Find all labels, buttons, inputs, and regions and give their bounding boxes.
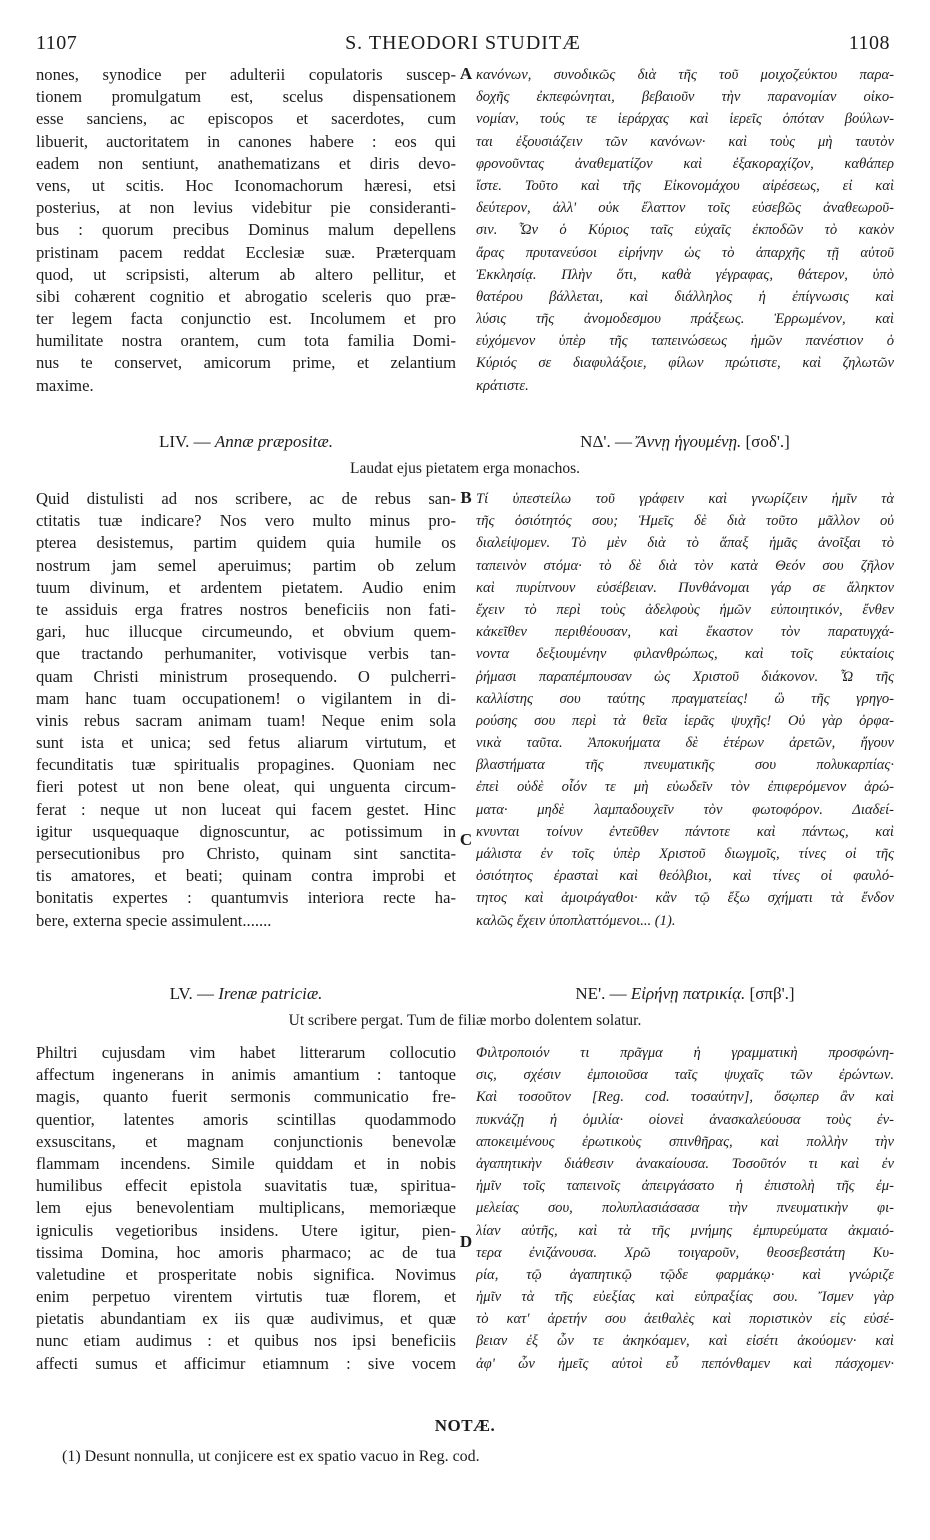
text-line: te assiduis erga fratres nostros beneficiis non fati- [36,599,456,619]
text-line: νικὰ ταῦτα. Ἀποκυήματα δὲ ἑτέρων ἀρετῶν, ἤγουν [476,735,894,752]
text-line: eadem non sentiunt, anathematizans et diris devo- [36,153,456,173]
text-line: Philtri cujusdam vim habet litterarum collocutio [36,1043,456,1062]
text-line: quod, ut scripsisti, alterum ab altero pellitur, et [36,264,456,284]
text-line: τερα ἐνιζάνουσα. Χρῶ τοιγαροῦν, θεοσεβεστάτη Κυ- [476,1244,894,1261]
text-line: νομίαν, τούς τε ἱεράρχας καὶ ἱερεῖς ὁπόταν βούλων- [476,111,894,128]
heading-number: ΝΔ'. [580,432,611,451]
text-line: que tractando perhumaniter, votivisque verbis tan- [36,644,456,664]
heading-addressee: Εἰρήνῃ πατρικίᾳ. [630,984,746,1003]
text-line: nus te conservet, amicorum prime, et zelantium [36,353,456,373]
text-line: mam hanc tuam occupationem! o vigilantem in di- [36,688,456,708]
letter-54-body [36,488,894,936]
margin-mark-c: C [459,830,473,849]
text-line: Ἐκκλησίᾳ. Πλὴν ὅτι, καθὰ γέγραφας, θάτερον, ὑπὸ [476,266,894,283]
text-line: ματα· μηδὲ λαμπαδουχεῖν τὸν φωτοφόρον. Διαδεί- [476,801,894,818]
text-line: bere, externa specie assimulent....... [36,910,272,930]
text-line: persecutionibus pro Christo, quinam sint sanctita- [36,844,456,863]
latin-column [36,488,456,932]
text-line: καὶ πυρίπνουν εὐσέβειαν. Πυνθάνομαι γάρ σε ἄληκτον [476,579,894,596]
text-line: ἐπεὶ οὐδὲ οἷόν τε μὴ εὐωδεῖν τὸν ἐπιφερόμενον ἀρώ- [476,779,894,796]
text-line: δοχῆς ἐκπεφώνηται, βεβαιοῦν τὴν παρανομίαν οἰκο- [476,89,894,106]
notes-heading: NOTÆ. [434,1416,496,1435]
greek-column [476,488,894,932]
text-line: ῥήμασι παραπέμπουσαν ὡς Χριστοῦ διάκονον. Ὦ τῆς [476,668,894,685]
text-line: ἡμῖν τοῖς ταπεινοῖς ἀπειργάσατο ἡ ἐπιστολὴ τῆς ἐμ- [476,1178,894,1195]
text-line: vens, ut scitis. Hoc Iconomachorum hæresi, etsi [36,175,456,195]
text-line: flammam incendens. Simile quiddam et in nobis [36,1153,456,1173]
text-line: ρούσης σου περὶ τὰ θεῖα ἱερᾶς ψυχῆς! Οὐ γὰρ ὀρφα- [476,712,894,729]
heading-addressee: Irenæ patriciæ. [218,984,323,1003]
text-line: nones, synodice per adulterii copulatoris suscep- [36,65,456,84]
text-line: humilibus effecit epistola suavitatis tuæ, spiritua- [36,1176,456,1196]
text-line: affectum ingenerans in animis amantium : tantoque [36,1065,456,1085]
margin-mark-a: A [459,64,473,83]
text-line: κἀκεῖθεν περιθέουσαν, καὶ ἕκαστον τὸν παρατυγχά- [476,624,894,641]
text-line: sunt ista et unica; sed fetus aliarum virtutum, et [36,733,456,753]
text-line: λίαν αὐτῆς, καὶ τὰ τῆς μνήμης ἐμπυρεύματα ἀκμαιό- [476,1222,894,1239]
text-line: maxime. [36,375,94,395]
text-line: τητος καὶ ἀμοιράγαθοι· κἂν τῷ ἔξω σχήματι τὰ ἔνδον [476,890,894,907]
text-line: σιν. Ὧν ὁ Κύριος ταῖς εὐχαῖς ἐκποδῶν τὸ κακὸν [476,222,894,239]
greek-heading: ΝΔ'. — Ἄννῃ ἡγουμένῃ. [σοδ'.] [580,432,790,451]
text-line: φρονοῦντας ἀναθεματίζον καὶ ἐξακοραχίζον, καθάπερ [476,155,894,172]
letter-55-body [36,1042,894,1378]
text-line: αποκειμένους ἐρωτικοὺς σπινθῆρας, καὶ πολλὴν τὴν [476,1133,894,1150]
text-line: tionem promulgatum est, scelus dispensationem [36,87,456,107]
text-line: pristinam pacem reddat Ecclesiæ suæ. Præterquam [36,242,456,262]
text-line: exsuscitans, et magnam conjunctionis benevolæ [36,1131,456,1151]
page-number-right: 1108 [848,32,890,54]
running-title: S. THEODORI STUDITÆ [345,32,581,54]
text-line: quentior, latentes amoris scintillas quodammodo [36,1109,456,1129]
text-line: κανόνων, συνοδικῶς διὰ τῆς τοῦ μοιχοζεύκτου παρα- [476,67,894,83]
running-header [36,32,890,60]
letter-54-heading [36,432,894,458]
text-line: κνυνται τοίνυν ἐντεῦθεν πάντοτε καὶ πάντως, καὶ [476,823,894,840]
greek-column [476,1042,894,1375]
text-line: Κύριός σε διαφυλάξοιε, φίλων πρώτιστε, καὶ ζηλωτῶν [476,355,894,372]
text-line: affecti sumus et afficimur etiamnum : sive vocem [36,1353,456,1373]
text-line: κράτιστε. [476,377,529,394]
text-line: pterea desistemus, partim quidem quia humile os [36,533,456,553]
text-line: tissima Domina, hoc amoris pharmaco; ac de tua [36,1242,456,1262]
text-line: magis, quanto fuerit sermonis communicatio fre- [36,1087,456,1107]
letter-prev-continuation [36,64,894,400]
heading-number: ΝΕ'. [575,984,606,1003]
text-line: pietatis abundantiam ex iis quæ audivimus, et quæ [36,1309,456,1329]
text-line: καλῶς ἔχειν ὑποπλαττόμενοι... (1). [476,912,676,929]
text-line: ἀγαπητικὴν διάθεσιν ἀνακαίουσα. Τοσοῦτόν τι καὶ ἐν [476,1155,894,1172]
text-line: quam Christi ministrum prosequendo. O pulcherri- [36,666,456,686]
heading-reference: [σοδ'.] [745,432,790,451]
greek-heading: ΝΕ'. — Εἰρήνῃ πατρικίᾳ. [σπβ'.] [575,984,795,1003]
text-line: ἄρας πρυτανεύσοι εἰρήνην ὡς τὸ ἀπαρχῆς τῇ αὐτοῦ [476,244,894,261]
text-line: εὐχόμενον ὑπὲρ τῆς ταπεινώσεως ἡμῶν πανέστιον ὁ [476,333,894,350]
latin-heading: LV. — Irenæ patriciæ. [169,984,323,1003]
text-line: fieri potest ut non bene oleat, qui unguenta circum- [36,777,456,797]
text-line: fecunditatis tuæ spiritualis propagines. Quoniam nec [36,755,456,775]
text-line: tuum divinum, et ardentem pietatem. Audio enim [36,577,456,597]
text-line: gari, huc illucque circumeundo, et obvium quem- [36,622,456,642]
text-line: ταπεινὸν στόμα· τὸ δὲ διὰ τὸν κατὰ Θεόν σου ζῆλον [476,557,894,574]
text-line: λύσις τῆς ἀνομοδεσμου πράξεως. Ἐρρωμένον, καὶ [476,311,894,328]
text-line: πυκνάζῃ ἡ ὁμιλία· οἱονεὶ ἀνασκαλεύουσα τοὺς ἐν- [476,1111,894,1128]
text-line: bus : quorum precibus Dominus malum depellens [36,220,456,240]
text-line: διαλείψομεν. Τὸ μὲν διὰ τὸ ἅπαξ ἡμᾶς ἀνοῖξαι τὸ [476,535,894,552]
text-line: καλλίστης σου ταύτης πραγματείας! ὢ τῆς γρηγο- [476,690,894,707]
text-line: valetudine et prosperitate nobis significa. Novimus [36,1264,456,1284]
heading-addressee: Annæ præpositæ. [214,432,333,451]
text-line: μάλιστα ἐν τοῖς ὑπὲρ Χριστοῦ διωγμοῖς, τίνες οἱ τῆς [476,846,894,862]
text-line: Quid distulisti ad nos scribere, ac de rebus san- [36,489,456,508]
text-line: igitur usquequaque dignoscuntur, ac potissimum in [36,821,456,841]
text-line: sibi cohærent cognitio et abrogatio sceleris quo præ- [36,286,456,306]
heading-addressee: Ἄννῃ ἡγουμένῃ. [636,432,742,451]
text-line: ἡμῖν τὰ τῆς εὐεξίας καὶ εὐπραξίας σου. Ἴσμεν γὰρ [476,1289,894,1306]
text-line: nostrum jam semel aperuimus; partim ob zelum [36,555,456,575]
text-line: lem ejus benevolentiam multiplicans, memoriæque [36,1198,456,1218]
heading-number: LIV. [159,432,190,451]
text-line: Φιλτροποιόν τι πρᾶγμα ἡ γραμματικὴ προσφώνη- [476,1045,894,1061]
latin-column [36,1042,456,1375]
letter-55-heading [36,984,894,1010]
text-line: βλαστήματα τῆς πνευματικῆς σου πολυκαρπίας· [476,757,894,774]
footnote-1: (1) Desunt nonnulla, ut conjicere est ex spatio vacuo in Reg. cod. [62,1448,480,1465]
latin-column [36,64,456,397]
letter-54-argument: Laudat ejus pietatem erga monachos. [350,460,580,477]
text-line: bonitatis expertes : quantumvis interiora recte ha- [36,888,456,908]
text-line: νοντα δεξιουμένην φιλανθρώπως, καὶ τοῖς εὐκταίοις [476,646,894,663]
heading-reference: [σπβ'.] [749,984,795,1003]
text-line: vinis rebus sacram animam tuam! Neque enim sola [36,710,456,730]
margin-mark-b: B [460,488,472,507]
text-line: τῆς ὁσιότητός σου; Ἡμεῖς δὲ διὰ τοῦτο μᾶλλον οὐ [476,513,894,530]
margin-mark-d: D [459,1232,473,1251]
heading-number: LV. [169,984,193,1003]
text-line: βειαν ἐξ ὧν τε ἀκηκόαμεν, καὶ εἰσέτι ἀκούομεν· καὶ [476,1333,894,1350]
text-line: Τί ὑπεστείλω τοῦ γράφειν καὶ γνωρίζειν ἡμῖν τὰ [476,491,894,507]
text-line: ρία, τῷ ἀγαπητικῷ τῷδε φαρμάκῳ· καὶ γνώριζε [476,1266,894,1283]
text-line: ἴστε. Τοῦτο καὶ τῆς Εἰκονομάχου αἱρέσεως, εἰ καὶ [476,177,894,194]
page-number-left: 1107 [36,32,78,54]
text-line: posterius, at non levius videbitur pie consideranti- [36,198,456,218]
text-line: humilitate nostra orantem, cum tota familia Domi- [36,331,456,351]
text-line: enim perpetuo virentem virtutis tuæ florem, et [36,1287,456,1307]
greek-column [476,64,894,397]
letter-55-argument: Ut scribere pergat. Tum de filiæ morbo dolentem solatur. [288,1012,642,1029]
text-line: μελείας σου, πολυπλασιάσασα τὴν πνευματικὴν φι- [476,1200,894,1217]
text-line: τὸ κατ' ἀρετήν σου ἀειθαλὲς καὶ ποριστικὸν εἰς εὐσέ- [476,1311,894,1328]
text-line: ἀφ' ὧν ἡμεῖς αὐτοὶ εὖ πεπόνθαμεν καὶ πάσχομεν· [476,1355,894,1372]
text-line: θατέρου βάλλεται, καὶ διάλληλος ἡ ἐπίγνωσις καὶ [476,288,894,305]
text-line: ἔχειν τὸ περὶ τοὺς ἀδελφοὺς ἡμῶν εὐποιητικόν, ἔνθεν [476,601,894,618]
text-line: δεύτερον, ἀλλ' οὐκ ἔλαττον τοῖς εὐσεβῶς ἀναθεωροῦ- [476,200,894,217]
text-line: σις, σχέσιν ἐμποιοῦσα ταῖς ψυχαῖς τῶν ἐρώντων. [476,1067,894,1084]
text-line: tis amatores, et beati; quinam contra improbi et [36,866,456,886]
text-line: ὁσιότητος ἐρασταὶ καὶ θεόλβιοι, καὶ τίνες οἱ φαυλό- [476,868,894,885]
text-line: nunc etiam audimus : et quibus nos ipsi beneficiis [36,1331,456,1351]
text-line: igniculis vegetioribus insidens. Utere igitur, pien- [36,1220,456,1240]
text-line: Καὶ τοσοῦτον [Reg. cod. τοσαύτην], ὅσῳπερ ἂν καὶ [476,1089,894,1106]
text-line: ter legem facta conjunctio est. Incolumem et pro [36,309,456,329]
latin-heading: LIV. — Annæ præpositæ. [159,432,333,451]
text-line: ται ἐξουσιάζειν τῶν κανόνων· καὶ τοὺς μὴ ταυτὸν [476,133,894,150]
text-line: ctitatis tuæ indicare? Nos vero multo minus pro- [36,511,456,531]
text-line: libuerit, auctoritatem in canones habere : eos qui [36,131,456,151]
text-line: esse sanciens, ac episcopos et sacerdotes, cum [36,109,456,129]
text-line: ferat : neque ut non luceat qui facem gestet. Hinc [36,799,456,819]
